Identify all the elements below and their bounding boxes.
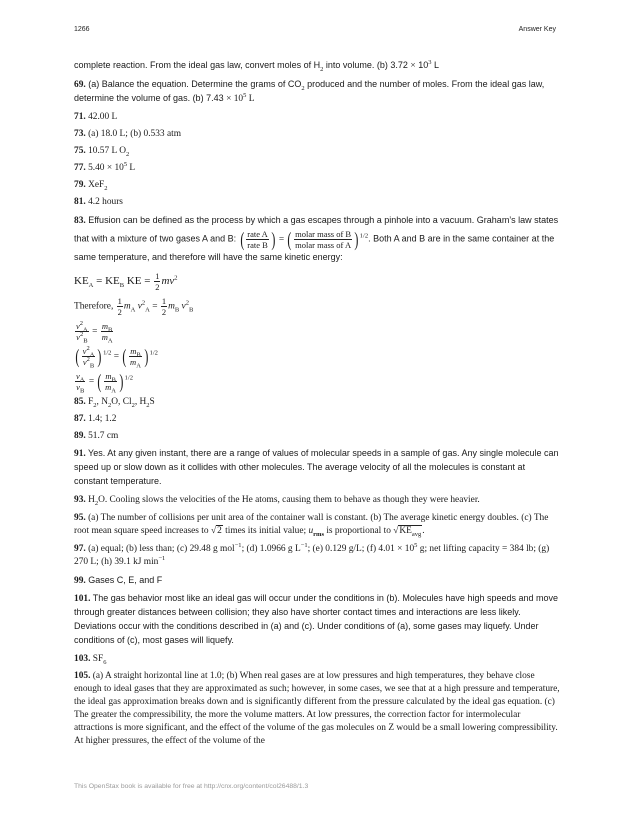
answer-91: 91. Yes. At any given instant, there are a range of values of molecular speeds in a sample of gas. Any single molecule can speed up or slow down as it collides with other molecules. The average velocity of all the molecules is constant at constant temperature. <box>74 448 559 486</box>
answer-71: 71. 42.00 L <box>74 112 118 122</box>
answer-73: 73. (a) 18.0 L; (b) 0.533 atm <box>74 129 182 139</box>
velocity-ratio-final: $\frac{v_A}{v_B}$ = ( $\frac{m_B}{m_A}$ ) $^{1/2}$ <box>76 370 133 395</box>
answer-93: 93. $H_2O$. Cooling slows the velocities of the He atoms, causing them to behave as though they were heavier. <box>74 495 480 507</box>
answer-79: 79. XeF$_2$ <box>74 180 108 192</box>
grahams-law-formula: ( $\frac{\text{rate A}}{\text{rate B}}$ ) <box>239 228 276 251</box>
answer-key-content <box>74 59 560 753</box>
answer-83: 83. Effusion can be defined as the process by which a gas escapes through a pinhole into a vacuum. Graham’s law states that with a mixture of two gases A and B: ( $\frac{\text{rate A}}{\text{rate B}}$ ) = ( $\frac{\text{molar mass of B}}{\text{molar mass of A}}$ ) $^{1/2}$. Both A and B are in the same container at the same temperature, and therefore will have the same kinetic energy: <box>74 215 559 262</box>
answer-81: 81. 4.2 hours <box>74 197 123 207</box>
answer-99: 99. Gases C, E, and F <box>74 575 163 586</box>
answer-67-continuation: complete reaction. From the ideal gas law, convert moles of $H_2$ into volume. (b) $3.72 \times 10^3$ L <box>74 58 439 73</box>
answer-103: 103. $SF_6$ <box>74 654 107 666</box>
section-title: Answer Key <box>518 26 556 33</box>
page-number: 1266 <box>74 26 90 33</box>
answer-77: 77. $5.40 \times 10^5$ L <box>74 160 136 173</box>
velocity-ratio-root: ( $\frac{v^2_A}{v^2_B}$ ) $^{1/2}$ = ( $\frac{m_B}{m_A}$ ) $^{1/2}$ <box>75 345 158 370</box>
velocity-ratio-squared: $\frac{v^2_A}{v^2_B}$ = $\frac{m_B}{m_A}$ <box>76 320 113 345</box>
therefore-equation: Therefore, $\frac{1}{2}$ $m_A$ $v^2_A$ = $\frac{1}{2}$ $m_B$ $v^2_B$ <box>74 296 194 317</box>
answer-85: 85. $F_2$, $N_2O$, $Cl_2$, $H_2S$ <box>74 397 155 409</box>
answer-95: 95. (a) The number of collisions per unit area of the container wall is constant. (b) The average kinetic energy doubles. (c) The root mean square speed increases to √2 times its initial value; $u_{rms}$ is proportional to $√KE_{avg}$. <box>74 513 549 538</box>
answer-101: 101. The gas behavior most like an ideal gas will occur under the conditions in (b). Molecules have high speeds and move through greater distances between collision; they also have shorter contact times and interactions are less likely. Deviations occur with the conditions described in (a) and (c). Under conditions of (a), some gases may liquefy. Under conditions of (c), most gases will liquefy. <box>74 593 559 645</box>
footer-note: This OpenStax book is available for free at http://cnx.org/content/col26488/1.3 <box>74 783 309 790</box>
answer-75: 75. 10.57 L $O_2$ <box>74 146 130 158</box>
answer-87: 87. 1.4; 1.2 <box>74 414 117 424</box>
answer-89: 89. 51.7 cm <box>74 431 119 441</box>
kinetic-energy-equation: $KE_A = KE_B$ KE = $\frac{1}{2}$ $mv^2$ <box>74 271 178 292</box>
answer-97: 97. (a) equal; (b) less than; (c) 29.48 g mol$^{-1}$; (d) 1.0966 g $L^{-1}$; (e) 0.129 g/L; (f) $4.01 \times 10^5$ g; net lifting capacity = 384 lb; (g) 270 L; (h) 39.1 kJ $\min^{-1}$ <box>74 541 550 567</box>
answer-105: 105. (a) A straight horizontal line at 1.0; (b) When real gases are at low pressures and high temperatures, they behave close enough to ideal gases that they are approximated as such; however, in some cases, we see that at a high pressure and temperature, the ideal gas approximation breaks down and is significantly different from the pressure calculated by the ideal gas equation. (c) The greater the compressibility, the more the volume matters. At low pressures, the correction factor for intermolecular attractions is more significant, and the effect of the volume of the gas molecules on Z would be a small lowering compressibility. At higher pressures, the effect of the volume of the <box>74 671 560 746</box>
answer-69: 69. (a) Balance the equation. Determine the grams of $CO_2$ produced and the number of moles. From the ideal gas law, determine the volume of gas. (b) $7.43 \times 10^5$ L <box>74 79 545 104</box>
